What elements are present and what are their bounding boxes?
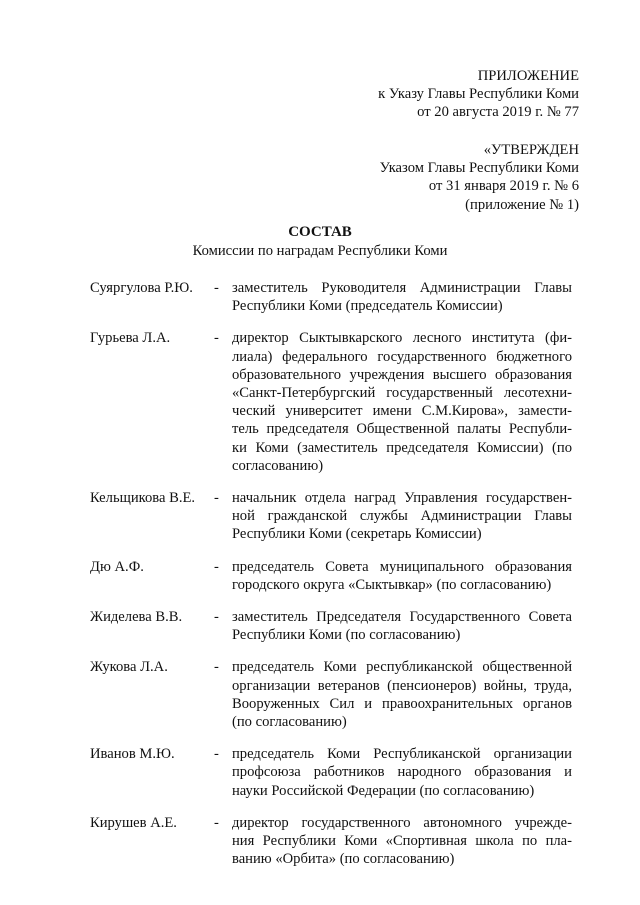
- document-subtitle: Комиссии по наградам Республики Коми: [192, 243, 448, 260]
- member-role-line: ния Республики Коми «Спортивная школа по пла-: [232, 833, 572, 850]
- member-role-line: директор государственного автономного учрежде-: [232, 814, 572, 831]
- approved-header: [380, 141, 579, 214]
- member-role-line: председатель Коми Республиканской организации: [232, 746, 572, 763]
- member-row: [90, 558, 572, 594]
- appendix-line: ПРИЛОЖЕНИЕ: [477, 68, 579, 84]
- member-dash: -: [214, 280, 219, 296]
- members-list: [90, 279, 572, 882]
- member-role-line: Республики Коми (по согласованию): [232, 627, 461, 644]
- member-role-line: профсоюза работников народного образования и: [232, 764, 572, 781]
- approved-line: «УТВЕРЖДЕН: [483, 142, 579, 158]
- member-role: [232, 658, 572, 731]
- member-dash: -: [214, 814, 219, 831]
- member-role: [232, 279, 572, 315]
- member-role-line: (по согласованию): [232, 714, 347, 731]
- member-dash: -: [214, 490, 219, 507]
- member-row: [90, 745, 572, 800]
- appendix-line: от 20 августа 2019 г. № 77: [417, 104, 579, 121]
- member-role-line: образовательного учреждения высшего образования: [232, 366, 572, 383]
- document-title: СОСТАВ: [288, 224, 352, 240]
- member-name: Жиделева В.В.: [90, 609, 183, 626]
- appendix-header: [378, 67, 579, 122]
- member-role: [232, 608, 572, 644]
- member-dash: -: [214, 609, 219, 626]
- member-role-line: заместитель Руководителя Администрации Главы: [232, 280, 572, 296]
- approved-line: Указом Главы Республики Коми: [379, 160, 579, 177]
- member-name: Кирушев А.Е.: [90, 814, 177, 831]
- member-role-line: лиала) федерального государственного бюджетного: [232, 348, 572, 365]
- member-dash: -: [214, 746, 219, 763]
- member-role-line: председатель Коми республиканской общественной: [232, 659, 572, 676]
- title-block: [0, 223, 640, 260]
- member-name: Жукова Л.А.: [90, 659, 168, 676]
- member-name: Дю А.Ф.: [90, 558, 144, 575]
- approved-line: от 31 января 2019 г. № 6: [428, 178, 579, 195]
- member-row: [90, 658, 572, 731]
- member-role-line: начальник отдела наград Управления государствен-: [232, 490, 572, 507]
- member-role-line: председатель Совета муниципального образования: [232, 558, 572, 575]
- member-role-line: ванию «Орбита» (по согласованию): [232, 851, 455, 868]
- member-dash: -: [214, 330, 219, 347]
- member-role: [232, 558, 572, 594]
- member-row: [90, 608, 572, 644]
- member-role-line: заместитель Председателя Государственного Совета: [232, 609, 572, 626]
- member-role-line: Республики Коми (секретарь Комиссии): [232, 526, 482, 543]
- member-name: Кельщикова В.Е.: [90, 490, 196, 507]
- member-name: Гурьева Л.А.: [90, 330, 171, 347]
- member-row: [90, 329, 572, 475]
- member-role: [232, 814, 572, 869]
- member-role-line: Республики Коми (председатель Комиссии): [232, 298, 503, 315]
- member-role-line: организации ветеранов (пенсионеров) войны, труда,: [232, 677, 572, 694]
- member-role-line: директор Сыктывкарского лесного института (фи-: [232, 330, 572, 347]
- member-role-line: тель председателя Общественной палаты Республи-: [232, 421, 572, 438]
- member-dash: -: [214, 659, 219, 676]
- member-role-line: ки Коми (заместитель председателя Комиссии) (по: [232, 439, 572, 456]
- approved-line: (приложение № 1): [465, 196, 579, 213]
- member-role: [232, 489, 572, 544]
- member-row: [90, 279, 572, 315]
- member-role-line: согласованию): [232, 457, 324, 474]
- member-dash: -: [214, 558, 219, 575]
- member-row: [90, 489, 572, 544]
- member-row: [90, 814, 572, 869]
- member-name: Иванов М.Ю.: [90, 746, 175, 763]
- member-role-line: ческий университет имени С.М.Кирова», замести-: [232, 403, 572, 420]
- appendix-line: к Указу Главы Республики Коми: [378, 86, 579, 103]
- member-role-line: ной гражданской службы Администрации Главы: [232, 508, 572, 525]
- member-role: [232, 745, 572, 800]
- member-role-line: «Санкт-Петербургский государственный лесотехни-: [232, 385, 572, 402]
- member-role: [232, 329, 572, 475]
- member-name: Суяргулова Р.Ю.: [90, 280, 193, 296]
- member-role-line: науки Российской Федерации (по согласованию): [232, 782, 535, 799]
- member-role-line: Вооруженных Сил и правоохранительных органов: [232, 695, 572, 712]
- member-role-line: городского округа «Сыктывкар» (по согласованию): [232, 576, 552, 593]
